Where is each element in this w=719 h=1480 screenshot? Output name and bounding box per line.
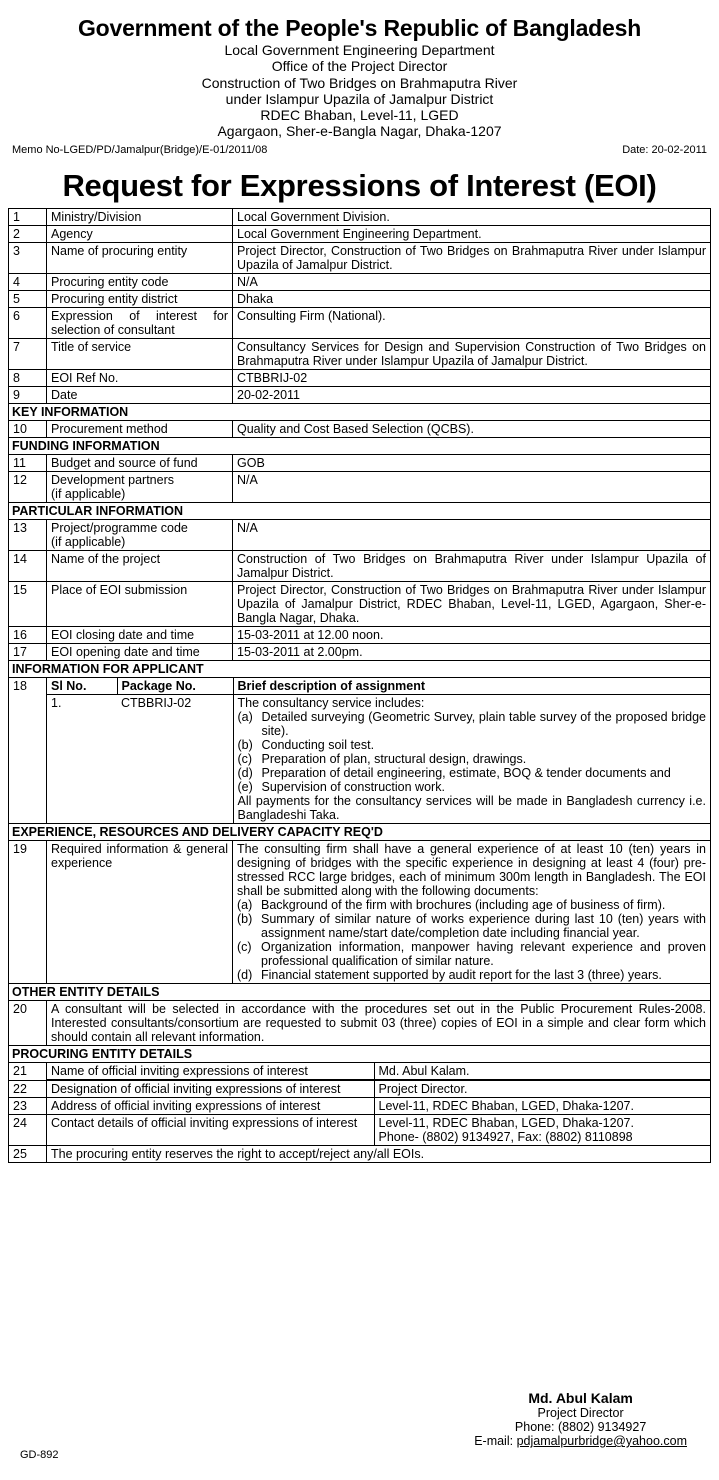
procuring-cell xyxy=(47,1062,711,1080)
list-item xyxy=(237,912,706,940)
row-key: EOI Ref No. xyxy=(47,369,233,386)
section-heading xyxy=(9,983,711,1000)
row-number: 17 xyxy=(9,643,47,660)
procuring-table xyxy=(47,1081,710,1097)
table-row xyxy=(9,677,711,823)
item-text: Background of the firm with brochures (including age of business of firm). xyxy=(261,897,666,912)
header-line: Agargaon, Sher-e-Bangla Nagar, Dhaka-1207 xyxy=(217,123,502,140)
table-row xyxy=(9,1097,711,1114)
table-row xyxy=(9,273,711,290)
row-key: Address of official inviting expressions of interest xyxy=(47,1098,374,1114)
row-key-line: Project/programme code xyxy=(51,520,188,535)
row-value: Consulting Firm (National). xyxy=(233,307,711,338)
row-key: EOI closing date and time xyxy=(47,626,233,643)
row-number: 5 xyxy=(9,290,47,307)
row-number: 7 xyxy=(9,338,47,369)
experience-intro: The consulting firm shall have a general experience of at least 10 (ten) years in designing of bridges with the specific experience in designing at least 4 (four) pre-stressed RCC large bridges, each of minimum 300m length in Bangladesh. The EOI shall be submitted along with the following documents: xyxy=(237,841,706,898)
row-value: A consultant will be selected in accordance with the procedures set out in the Public Procurement Rules-2008. Interested consultants/consortium are requested to submit 03 (three) copies of EOI in a simple and clear form which should contain all relevant information. xyxy=(47,1000,711,1045)
table-row xyxy=(9,454,711,471)
row-value: Quality and Cost Based Selection (QCBS). xyxy=(233,420,711,437)
item-text: Financial statement supported by audit report for the last 3 (three) years. xyxy=(261,967,662,982)
section-title-applicant: INFORMATION FOR APPLICANT xyxy=(9,660,711,677)
sl-header: Sl No. xyxy=(47,678,117,695)
row-key: Title of service xyxy=(47,338,233,369)
row-number: 3 xyxy=(9,242,47,273)
table-row xyxy=(9,225,711,242)
procuring-row xyxy=(47,1115,710,1145)
row-number: 1 xyxy=(9,208,47,225)
table-row xyxy=(9,1145,711,1162)
row-value: 15-03-2011 at 12.00 noon. xyxy=(233,626,711,643)
row-key: Required information & general experience xyxy=(47,840,233,983)
table-row xyxy=(9,242,711,273)
document-list xyxy=(237,898,706,982)
row-number: 4 xyxy=(9,273,47,290)
item-marker: (d) xyxy=(237,967,253,982)
list-item xyxy=(237,940,706,968)
section-heading xyxy=(9,823,711,840)
email-link[interactable]: pdjamalpurbridge@yahoo.com xyxy=(516,1434,687,1448)
table-row xyxy=(9,550,711,581)
row-key: Expression of interest for selection of consultant xyxy=(47,307,233,338)
item-text: Preparation of plan, structural design, drawings. xyxy=(261,751,527,766)
row-number: 12 xyxy=(9,471,47,502)
memo-date: Date: 20-02-2011 xyxy=(622,143,707,156)
payment-note: All payments for the consultancy services will be made in Bangladesh currency i.e. Bangladeshi Taka. xyxy=(237,793,706,822)
header-line: under Islampur Upazila of Jamalpur District xyxy=(225,90,494,107)
item-marker: (d) xyxy=(237,765,253,780)
row-value: Md. Abul Kalam. xyxy=(374,1063,710,1080)
row-value: Project Director, Construction of Two Bridges on Brahmaputra River under Islampur Upazila of Jamalpur District. xyxy=(233,242,711,273)
list-item xyxy=(238,738,707,752)
row-value: Consultancy Services for Design and Supervision Construction of Two Bridges on Brahmaputra River under Islampur Upazila of Jamalpur District. xyxy=(233,338,711,369)
row-value: N/A xyxy=(233,273,711,290)
table-row xyxy=(9,581,711,626)
item-text: Detailed surveying (Geometric Survey, plain table survey of the proposed bridge site). xyxy=(261,709,706,738)
row-key: EOI opening date and time xyxy=(47,643,233,660)
row-number: 10 xyxy=(9,420,47,437)
item-marker: (c) xyxy=(237,751,253,766)
row-key: Designation of official inviting expressions of interest xyxy=(47,1081,374,1097)
section-title-key: KEY INFORMATION xyxy=(9,403,711,420)
government-title: Government of the People's Republic of Bangladesh xyxy=(77,15,642,41)
table-row xyxy=(9,420,711,437)
row-key-note: (if applicable) xyxy=(51,534,126,549)
description-value xyxy=(233,694,710,823)
row-value: Project Director. xyxy=(374,1081,710,1097)
row-key xyxy=(47,519,233,550)
assignment-table xyxy=(47,678,710,823)
row-value: Local Government Engineering Department. xyxy=(233,225,711,242)
row-key: Contact details of official inviting expressions of interest xyxy=(47,1115,374,1145)
item-marker: (c) xyxy=(237,939,252,954)
gd-code: GD-892 xyxy=(20,1449,59,1461)
procuring-table xyxy=(47,1098,710,1114)
list-item xyxy=(237,898,706,912)
section-title-other: OTHER ENTITY DETAILS xyxy=(9,983,711,1000)
procuring-cell xyxy=(47,1080,711,1097)
row-number: 13 xyxy=(9,519,47,550)
item-marker: (b) xyxy=(237,911,253,926)
signatory-title: Project Director xyxy=(537,1406,624,1420)
assignment-row xyxy=(47,694,710,823)
row-value: GOB xyxy=(233,454,711,471)
table-row xyxy=(9,307,711,338)
item-marker: (e) xyxy=(237,779,253,794)
row-value: Dhaka xyxy=(233,290,711,307)
table-row xyxy=(9,471,711,502)
list-item xyxy=(238,752,707,766)
header-line: Construction of Two Bridges on Brahmaputra River xyxy=(201,74,518,91)
table-row xyxy=(9,1114,711,1145)
procuring-row xyxy=(47,1081,710,1097)
eoi-title: Request for Expressions of Interest (EOI) xyxy=(62,167,657,203)
row-value: Construction of Two Bridges on Brahmaputra River under Islampur Upazila of Jamalpur District. xyxy=(233,550,711,581)
row-key: Procuring entity code xyxy=(47,273,233,290)
row-value: The procuring entity reserves the right to accept/reject any/all EOIs. xyxy=(47,1145,711,1162)
section-heading xyxy=(9,437,711,454)
package-value: CTBBRIJ-02 xyxy=(117,694,233,823)
header-line: RDEC Bhaban, Level-11, LGED xyxy=(260,107,459,124)
item-marker: (a) xyxy=(237,709,253,724)
row-number: 21 xyxy=(9,1062,47,1080)
row-number: 11 xyxy=(9,454,47,471)
item-text: Supervision of construction work. xyxy=(261,779,445,794)
procuring-table xyxy=(47,1115,710,1145)
signatory-phone: Phone: (8802) 9134927 xyxy=(514,1420,647,1434)
package-header: Package No. xyxy=(117,678,233,695)
assignment-header-row xyxy=(47,678,710,695)
row-key: Place of EOI submission xyxy=(47,581,233,626)
description-header: Brief description of assignment xyxy=(233,678,710,695)
row-key: Ministry/Division xyxy=(47,208,233,225)
item-marker: (b) xyxy=(237,737,253,752)
section-title-experience: EXPERIENCE, RESOURCES AND DELIVERY CAPACITY REQ'D xyxy=(9,823,711,840)
procuring-cell xyxy=(47,1097,711,1114)
section-heading xyxy=(9,403,711,420)
row-key: Name of official inviting expressions of interest xyxy=(47,1063,374,1080)
table-row xyxy=(9,643,711,660)
signatory-email-line xyxy=(474,1434,687,1448)
list-item xyxy=(238,710,707,738)
row-value: CTBBRIJ-02 xyxy=(233,369,711,386)
section-title-funding: FUNDING INFORMATION xyxy=(9,437,711,454)
row-number: 16 xyxy=(9,626,47,643)
section-title-procuring: PROCURING ENTITY DETAILS xyxy=(9,1045,711,1062)
item-text: Organization information, manpower having relevant experience and proven professional qualification of similar nature. xyxy=(261,939,706,968)
row-value: Local Government Division. xyxy=(233,208,711,225)
table-row xyxy=(9,338,711,369)
email-label: E-mail: xyxy=(474,1434,517,1448)
header-line: Local Government Engineering Department xyxy=(224,42,495,58)
row-value xyxy=(374,1115,710,1145)
row-number: 19 xyxy=(9,840,47,983)
item-text: Summary of similar nature of works experience during last 10 (ten) years with assignment name/start date/completion date including financial year. xyxy=(261,911,706,940)
section-heading xyxy=(9,660,711,677)
table-row xyxy=(9,386,711,403)
sl-value: 1. xyxy=(47,694,117,823)
table-row xyxy=(9,840,711,983)
row-number: 25 xyxy=(9,1145,47,1162)
list-item xyxy=(238,780,707,794)
row-number: 14 xyxy=(9,550,47,581)
row-key: Name of the project xyxy=(47,550,233,581)
row-number: 23 xyxy=(9,1097,47,1114)
row-value: N/A xyxy=(233,519,711,550)
row-value: 20-02-2011 xyxy=(233,386,711,403)
table-row xyxy=(9,626,711,643)
memo-row xyxy=(8,143,711,158)
row-key: Procuring entity district xyxy=(47,290,233,307)
row-key: Date xyxy=(47,386,233,403)
row-number: 8 xyxy=(9,369,47,386)
table-row xyxy=(9,208,711,225)
table-row xyxy=(9,1062,711,1080)
row-number: 15 xyxy=(9,581,47,626)
row-value: Level-11, RDEC Bhaban, LGED, Dhaka-1207. xyxy=(374,1098,710,1114)
signature-block xyxy=(474,1390,687,1448)
row-value xyxy=(233,840,711,983)
row-number: 9 xyxy=(9,386,47,403)
row-key: Name of procuring entity xyxy=(47,242,233,273)
table-row xyxy=(9,1080,711,1097)
section-heading xyxy=(9,502,711,519)
item-text: Conducting soil test. xyxy=(261,737,375,752)
signatory-name: Md. Abul Kalam xyxy=(528,1390,633,1406)
row-value: N/A xyxy=(233,471,711,502)
row-key: Budget and source of fund xyxy=(47,454,233,471)
row-number: 22 xyxy=(9,1080,47,1097)
row-number: 24 xyxy=(9,1114,47,1145)
row-key-line: Development partners xyxy=(51,472,174,487)
procuring-row xyxy=(47,1063,710,1080)
procuring-row xyxy=(47,1098,710,1114)
row-key: Procurement method xyxy=(47,420,233,437)
table-row xyxy=(9,1000,711,1045)
row-key xyxy=(47,471,233,502)
table-row xyxy=(9,290,711,307)
procuring-cell xyxy=(47,1114,711,1145)
assignment-cell xyxy=(47,677,711,823)
item-text: Preparation of detail engineering, estimate, BOQ & tender documents and xyxy=(261,765,671,780)
row-number: 2 xyxy=(9,225,47,242)
row-value: Project Director, Construction of Two Bridges on Brahmaputra River under Islampur Upazila of Jamalpur District, RDEC Bhaban, Level-11, LGED, Agargaon, Sher-e-Bangla Nagar, Dhaka. xyxy=(233,581,711,626)
eoi-table xyxy=(8,208,711,1163)
item-marker: (a) xyxy=(237,897,253,912)
table-row xyxy=(9,369,711,386)
section-heading xyxy=(9,1045,711,1062)
procuring-table xyxy=(47,1063,710,1080)
list-item xyxy=(238,766,707,780)
row-number: 6 xyxy=(9,307,47,338)
section-title-particular: PARTICULAR INFORMATION xyxy=(9,502,711,519)
row-key: Agency xyxy=(47,225,233,242)
contact-address: Level-11, RDEC Bhaban, LGED, Dhaka-1207. xyxy=(378,1115,634,1130)
row-number: 18 xyxy=(9,677,47,823)
row-value: 15-03-2011 at 2.00pm. xyxy=(233,643,711,660)
notice-header xyxy=(8,0,711,140)
table-row xyxy=(9,519,711,550)
header-line: Office of the Project Director xyxy=(271,58,448,75)
row-number: 20 xyxy=(9,1000,47,1045)
description-intro: The consultancy service includes: xyxy=(237,695,425,710)
memo-number: Memo No-LGED/PD/Jamalpur(Bridge)/E-01/2011/08 xyxy=(12,143,268,156)
service-list xyxy=(238,710,707,794)
row-key-note: (if applicable) xyxy=(51,486,126,501)
contact-phone: Phone- (8802) 9134927, Fax: (8802) 8110898 xyxy=(378,1129,633,1144)
list-item xyxy=(237,968,706,982)
